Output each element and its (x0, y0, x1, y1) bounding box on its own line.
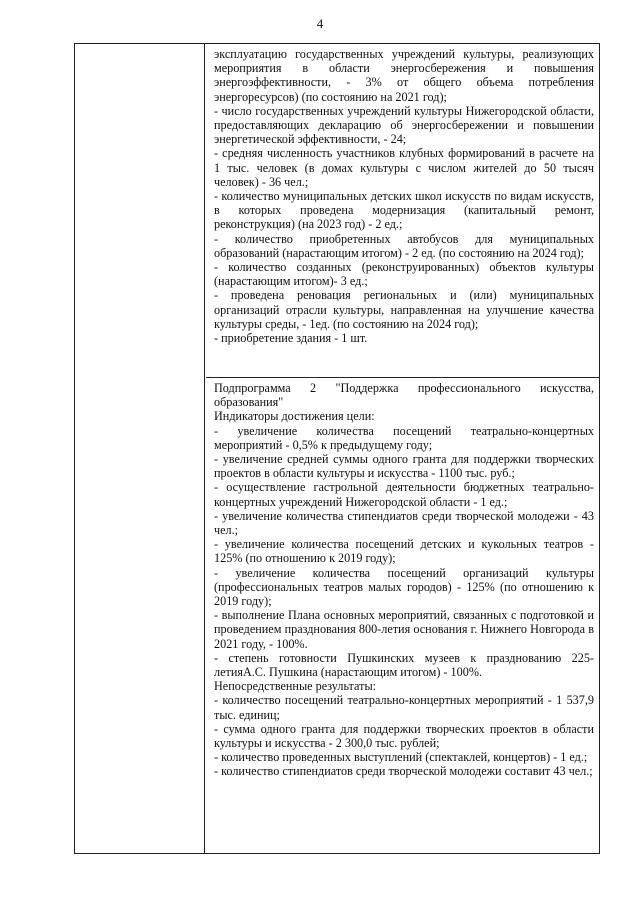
text-line: - проведена реновация региональных и (или) муниципальных организаций отрасли культуры, направленная на улучшение качества культуры среды, - 1ед. (по состоянию на 2024 год); (214, 288, 594, 331)
text-line: - приобретение здания - 1 шт. (214, 331, 368, 346)
text-line: - число государственных учреждений культуры Нижегородской области, предоставляющих декларацию об энергосбережении и повышении энергетической эффективности, - 24; (214, 103, 594, 147)
text-line: - осуществление гастрольной деятельности бюджетных театрально-концертных учреждений Нижегородской области - 1 ед.; (214, 480, 594, 509)
document-table (74, 43, 600, 854)
subprogram-title: Подпрограмма 2 "Поддержка профессионального искусства, образования" (214, 381, 594, 410)
text-line: - выполнение Плана основных мероприятий, связанных с подготовкой и проведением празднования 800-летия основания г. Нижнего Новгорода в 2021 году, - 100%. (214, 608, 594, 651)
text-line: - увеличение количества посещений организаций культуры (профессиональных театров малых городов) - 125% (по отношению к 2019 году); (214, 565, 594, 609)
text-line: - степень готовности Пушкинских музеев к празднованию 225-летияА.С. Пушкина (нарастающим итогом) - 100%. (214, 650, 594, 680)
text-line: - количество муниципальных детских школ искусств по видам искусств, в которых проведена модернизация (капитальный ремонт, реконструкция) (на 2023 год) - 2 ед.; (214, 189, 594, 232)
text-line: - средняя численность участников клубных формирований в расчете на 1 тыс. человек (в домах культуры с числом жителей до 50 тысяч человек) - 36 чел.; (214, 146, 594, 189)
section-heading: Индикаторы достижения цели: (214, 409, 375, 424)
text-line: - количество стипендиатов среди творческой молодежи составит 43 чел.; (214, 764, 593, 779)
row-divider (206, 377, 599, 378)
table-cell-row1 (206, 47, 599, 374)
text-line: - сумма одного гранта для поддержки творческих проектов в области культуры и искусства - 2 300,0 тыс. рублей; (214, 721, 594, 751)
text-line: - количество созданных (реконструированных) объектов культуры (нарастающим итогом)- 3 ед.; (214, 260, 594, 289)
table-cell-row2 (206, 381, 599, 851)
text-line: эксплуатацию государственных учреждений культуры, реализующих мероприятия в области энергосбережения и повышения энергоэффективности, - 3% от общего объема потребления энергоресурсов) (по состоянию на 2021 год); (214, 47, 594, 104)
table-left-column (75, 44, 205, 853)
text-line: - количество посещений театрально-концертных мероприятий - 1 537,9 тыс. единиц; (214, 693, 594, 722)
page-number: 4 (316, 16, 324, 31)
section-heading: Непосредственные результаты: (214, 679, 377, 694)
text-line: - количество приобретенных автобусов для муниципальных образований (нарастающим итогом) - 2 ед. (по состоянию на 2024 год); (214, 231, 594, 260)
text-line: - количество проведенных выступлений (спектаклей, концертов) - 1 ед.; (214, 750, 588, 765)
text-line: - увеличение средней суммы одного гранта для поддержки творческих проектов в области культуры и искусства - 1100 тыс. руб.; (214, 452, 594, 481)
text-line: - увеличение количества посещений детских и кукольных театров - 125% (по отношению к 2019 году); (214, 537, 594, 566)
text-line: - увеличение количества стипендиатов среди творческой молодежи - 43 чел.; (214, 508, 594, 538)
text-line: - увеличение количества посещений театрально-концертных мероприятий - 0,5% к предыдущему году; (214, 423, 594, 452)
